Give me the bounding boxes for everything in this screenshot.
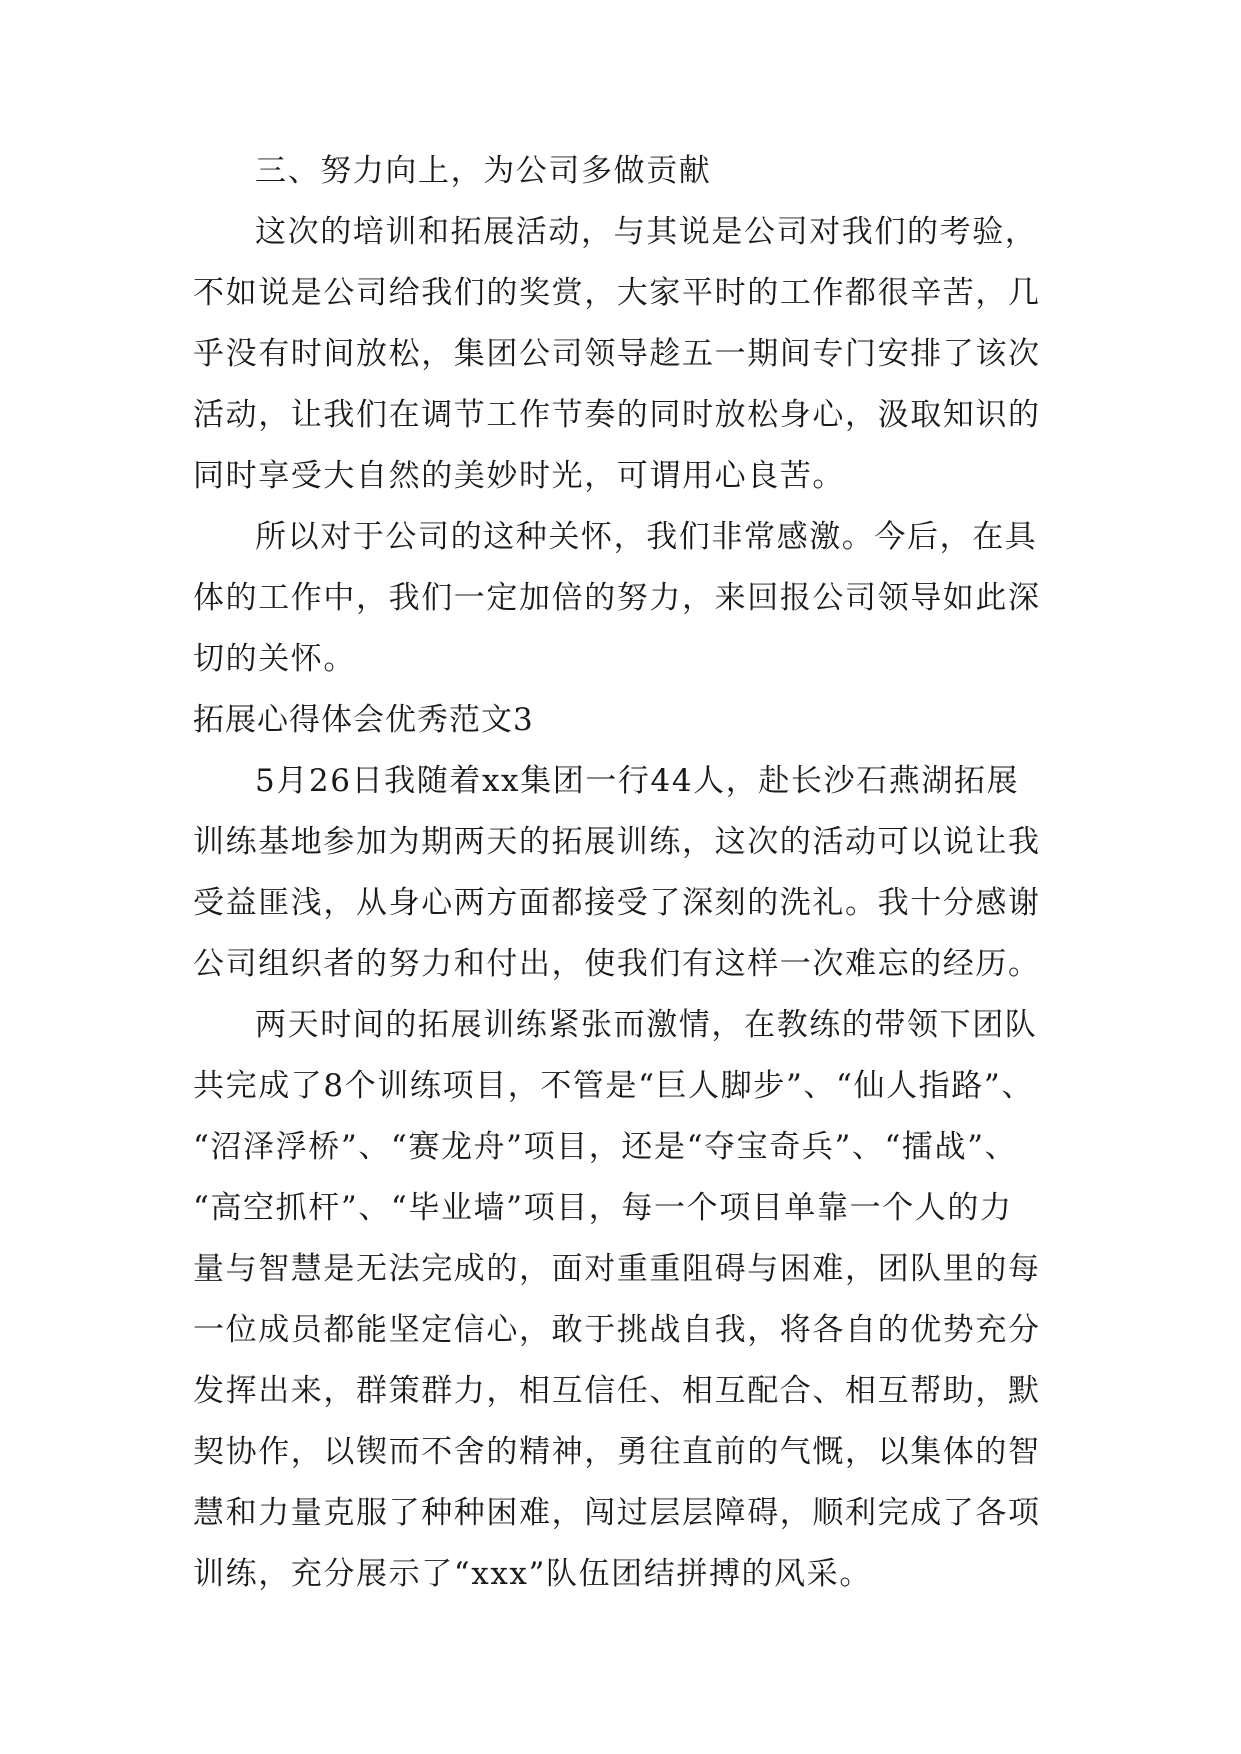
- paragraph-line: 体的工作中，我们一定加倍的努力，来回报公司领导如此深: [193, 580, 1041, 616]
- paragraph-line: 一位成员都能坚定信心，敢于挑战自我，将各自的优势充分: [193, 1312, 1041, 1348]
- paragraph-line: “沼泽浮桥”、“赛龙舟”项目，还是“夺宝奇兵”、“擂战”、: [193, 1129, 1018, 1165]
- paragraph-line: 切的关怀。: [193, 641, 356, 677]
- paragraph-line: 发挥出来，群策群力，相互信任、相互配合、相互帮助，默: [193, 1373, 1041, 1409]
- paragraph-line: 训练基地参加为期两天的拓展训练，这次的活动可以说让我: [193, 824, 1041, 860]
- article-title: 拓展心得体会优秀范文3: [193, 702, 534, 738]
- paragraph-line: 受益匪浅，从身心两方面都接受了深刻的洗礼。我十分感谢: [193, 885, 1041, 921]
- paragraph-line: 乎没有时间放松，集团公司领导趁五一期间专门安排了该次: [193, 336, 1041, 372]
- paragraph-line: 慧和力量克服了种种困难，闯过层层障碍，顺利完成了各项: [193, 1495, 1041, 1531]
- paragraph-line: 所以对于公司的这种关怀，我们非常感激。今后，在具: [255, 519, 1038, 555]
- paragraph-line: 公司组织者的努力和付出，使我们有这样一次难忘的经历。: [193, 946, 1041, 982]
- section-heading: 三、努力向上，为公司多做贡献: [255, 153, 712, 189]
- paragraph-line: 活动，让我们在调节工作节奏的同时放松身心，汲取知识的: [193, 397, 1041, 433]
- paragraph-line: 两天时间的拓展训练紧张而激情，在教练的带领下团队: [255, 1007, 1038, 1043]
- paragraph-line: 这次的培训和拓展活动，与其说是公司对我们的考验，: [255, 214, 1038, 250]
- paragraph-line: 同时享受大自然的美妙时光，可谓用心良苦。: [193, 458, 845, 494]
- paragraph-line: 不如说是公司给我们的奖赏，大家平时的工作都很辛苦，几: [193, 275, 1041, 311]
- paragraph-line: 契协作，以锲而不舍的精神，勇往直前的气慨，以集体的智: [193, 1434, 1041, 1470]
- paragraph-line: 训练，充分展示了“xxx”队伍团结拼搏的风采。: [193, 1556, 872, 1592]
- paragraph-line: 量与智慧是无法完成的，面对重重阻碍与困难，团队里的每: [193, 1251, 1041, 1287]
- paragraph-line: 共完成了8个训练项目，不管是“巨人脚步”、“仙人指路”、: [193, 1068, 1034, 1104]
- paragraph-line: “高空抓杆”、“毕业墙”项目，每一个项目单靠一个人的力: [193, 1190, 1013, 1226]
- paragraph-line: 5月26日我随着xx集团一行44人，赴长沙石燕湖拓展: [255, 763, 1020, 799]
